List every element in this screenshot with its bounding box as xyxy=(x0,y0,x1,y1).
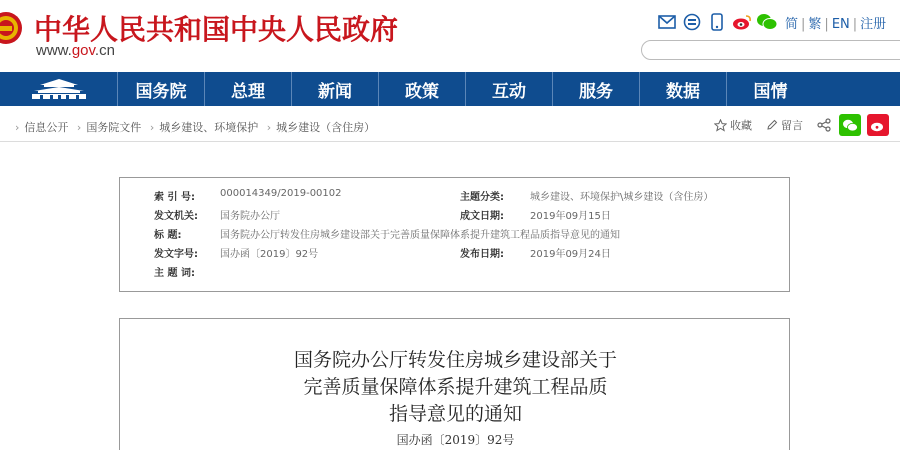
nav-item-interaction[interactable]: 互动 xyxy=(466,72,553,106)
url-domain: gov xyxy=(71,42,95,59)
title-label: 标 题: xyxy=(154,230,182,241)
index-label: 索 引 号: xyxy=(154,192,195,203)
category-label: 主题分类: xyxy=(460,192,504,203)
nav-item-news[interactable]: 新闻 xyxy=(292,72,379,106)
url-suffix: .cn xyxy=(94,42,115,59)
info-row xyxy=(120,188,791,206)
pencil-icon xyxy=(766,119,778,131)
docno-label: 发文字号: xyxy=(154,249,198,260)
chevron-right-icon: › xyxy=(266,121,272,134)
breadcrumb xyxy=(10,119,375,135)
nav-item-national-info[interactable]: 国情 xyxy=(753,81,788,102)
breadcrumb-item[interactable]: 城乡建设（含住房） xyxy=(276,121,376,134)
weibo-icon[interactable] xyxy=(731,11,753,33)
docno-value: 国办函〔2019〕92号 xyxy=(220,249,319,260)
mobile-icon[interactable] xyxy=(706,11,728,33)
url-prefix: www. xyxy=(36,42,72,59)
document-title-line: 完善质量保障体系提升建筑工程品质 xyxy=(303,376,608,398)
star-icon xyxy=(714,119,727,132)
title-value: 国务院办公厅转发住房城乡建设部关于完善质量保障体系提升建筑工程品质指导意见的通知 xyxy=(220,230,620,241)
pubdate-label: 发布日期: xyxy=(460,249,504,260)
issuer-label: 发文机关: xyxy=(154,211,198,222)
info-row xyxy=(120,226,791,244)
category-value: 城乡建设、环境保护\城乡建设（含住房） xyxy=(530,192,714,203)
nav-home-logo[interactable] xyxy=(0,72,118,106)
info-row xyxy=(120,245,791,263)
share-icon[interactable] xyxy=(817,118,831,132)
breadcrumb-item[interactable]: 国务院文件 xyxy=(86,121,142,134)
message-icon[interactable] xyxy=(681,11,703,33)
document-info-table xyxy=(119,177,790,292)
date-value: 2019年09月15日 xyxy=(530,211,611,222)
site-url[interactable] xyxy=(36,42,115,59)
lang-english[interactable]: EN xyxy=(831,16,850,32)
index-value: 000014349/2019-00102 xyxy=(220,188,342,199)
breadcrumb-item[interactable]: 信息公开 xyxy=(24,121,69,134)
comment-label: 留言 xyxy=(781,119,803,132)
pubdate-value: 2019年09月24日 xyxy=(530,249,611,260)
comment-button[interactable] xyxy=(766,117,803,133)
favorite-label: 收藏 xyxy=(730,119,752,132)
info-row xyxy=(120,207,791,225)
top-tools xyxy=(656,10,886,34)
site-title[interactable]: 中华人民共和国中央人民政府 xyxy=(34,13,399,46)
main-nav xyxy=(0,72,900,106)
info-row xyxy=(120,264,791,282)
document-title-line: 指导意见的通知 xyxy=(388,403,522,425)
breadcrumb-item[interactable]: 城乡建设、环境保护 xyxy=(159,121,259,134)
tiananmen-icon xyxy=(30,78,88,100)
mail-icon[interactable] xyxy=(656,11,678,33)
date-label: 成文日期: xyxy=(460,211,504,222)
document-body xyxy=(119,318,790,450)
issuer-value: 国务院办公厅 xyxy=(220,211,280,222)
national-emblem-icon[interactable] xyxy=(0,10,26,50)
document-title-line: 国务院办公厅转发住房城乡建设部关于 xyxy=(293,349,617,371)
weibo-icon xyxy=(870,119,886,132)
document-number: 国办函〔2019〕92号 xyxy=(396,433,515,447)
share-wechat-button[interactable] xyxy=(839,114,861,136)
site-header xyxy=(0,0,900,70)
nav-item-state-council[interactable]: 国务院 xyxy=(118,72,205,106)
lang-simplified[interactable]: 简 xyxy=(785,16,799,32)
nav-item-data[interactable]: 数据 xyxy=(640,72,727,106)
language-switcher: 简 | 繁 | EN | 注册 xyxy=(785,16,887,32)
nav-item-services[interactable]: 服务 xyxy=(553,72,640,106)
keywords-label: 主 题 词: xyxy=(154,268,195,279)
chevron-right-icon: › xyxy=(76,121,82,134)
register-link[interactable]: 注册 xyxy=(860,16,887,32)
chevron-right-icon: › xyxy=(149,121,155,134)
share-weibo-button[interactable] xyxy=(867,114,889,136)
breadcrumb-bar xyxy=(0,110,900,142)
search-input[interactable] xyxy=(641,40,900,60)
nav-item-policy[interactable]: 政策 xyxy=(379,72,466,106)
lang-traditional[interactable]: 繁 xyxy=(808,16,822,32)
favorite-button[interactable] xyxy=(714,117,752,133)
wechat-icon[interactable] xyxy=(756,11,778,33)
wechat-icon xyxy=(842,119,858,132)
nav-item-premier[interactable]: 总理 xyxy=(205,72,292,106)
chevron-right-icon: › xyxy=(15,121,20,134)
page-actions xyxy=(714,114,889,136)
